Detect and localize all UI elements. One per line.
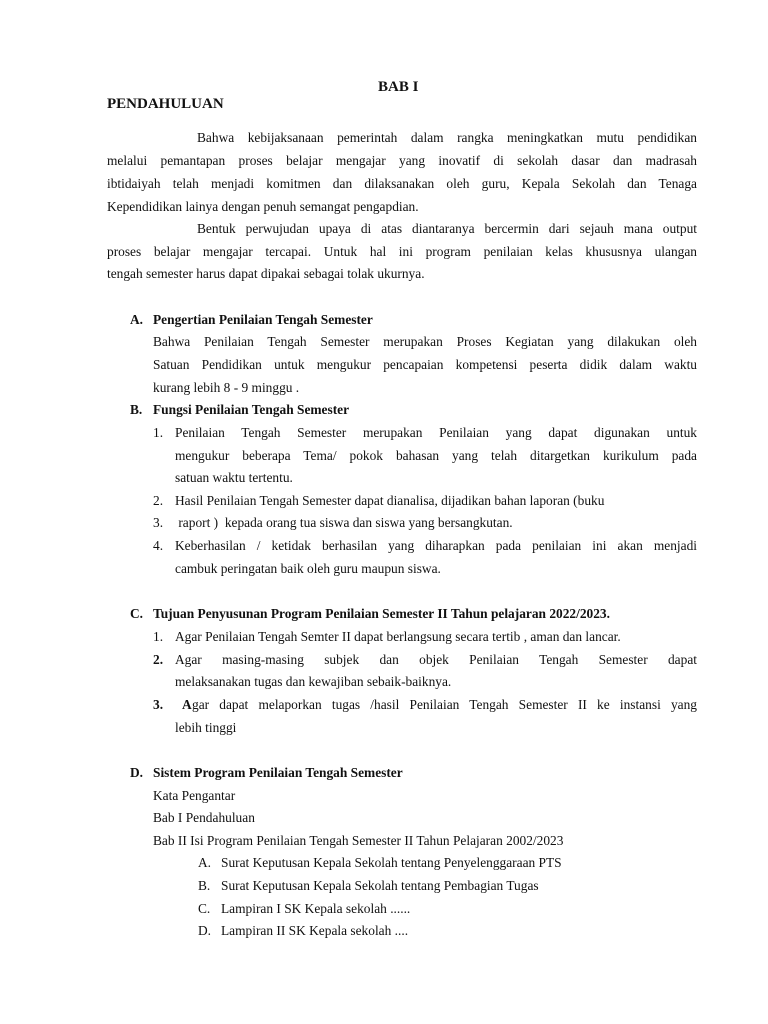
section-a-title: Pengertian Penilaian Tengah Semester bbox=[153, 312, 373, 327]
intro-p2-line: proses belajar mengajar tercapai. Untuk hal ini program penilaian kelas khususnya ulangan bbox=[107, 244, 697, 259]
section-c-item-first-letter: A bbox=[182, 697, 192, 712]
section-c-marker: C. bbox=[130, 606, 144, 621]
section-c-item-number: 1. bbox=[153, 629, 164, 644]
section-b-item-line: raport ) kepada orang tua siswa dan siswa yang bersangkutan. bbox=[175, 515, 513, 530]
intro-p2-line: Bentuk perwujudan upaya di atas diantaranya bercermin dari sejauh mana output bbox=[197, 221, 697, 236]
section-b-item-line: satuan waktu tertentu. bbox=[175, 470, 293, 485]
section-b-item-line: Penilaian Tengah Semester merupakan Penilaian yang dapat digunakan untuk bbox=[175, 425, 697, 440]
section-a-line: Bahwa Penilaian Tengah Semester merupakan Proses Kegiatan yang dilakukan oleh bbox=[153, 334, 697, 349]
intro-p1-line: Kependidikan lainya dengan penuh semangat pengapdian. bbox=[107, 199, 419, 214]
section-c-item-line: melaksanakan tugas dan kewajiban sebaik-baiknya. bbox=[175, 674, 452, 689]
section-d-sub-item: Lampiran I SK Kepala sekolah ...... bbox=[221, 901, 411, 916]
section-a-marker: A. bbox=[130, 312, 144, 327]
section-b-item-line: Hasil Penilaian Tengah Semester dapat dianalisa, dijadikan bahan laporan (buku bbox=[175, 493, 605, 508]
section-d-line: Bab I Pendahuluan bbox=[153, 810, 255, 825]
section-b-marker: B. bbox=[130, 402, 143, 417]
section-d-sub-marker: B. bbox=[198, 878, 211, 893]
section-c-item-number: 2. bbox=[153, 652, 164, 667]
intro-p2-line: tengah semester harus dapat dipakai sebagai tolak ukurnya. bbox=[107, 266, 425, 281]
section-d-sub-marker: D. bbox=[198, 923, 212, 938]
chapter-title: BAB I bbox=[378, 79, 419, 95]
intro-p1-line: Bahwa kebijaksanaan pemerintah dalam rangka meningkatkan mutu pendidikan bbox=[197, 130, 697, 145]
section-d-title: Sistem Program Penilaian Tengah Semester bbox=[153, 765, 403, 780]
section-a-line: kurang lebih 8 - 9 minggu . bbox=[153, 380, 300, 395]
section-d-sub-item: Surat Keputusan Kepala Sekolah tentang Penyelenggaraan PTS bbox=[221, 855, 562, 870]
section-b-item-line: Keberhasilan / ketidak berhasilan yang diharapkan pada penilaian ini akan menjadi bbox=[175, 538, 697, 553]
section-d-sub-item: Lampiran II SK Kepala sekolah .... bbox=[221, 923, 409, 938]
section-a-line: Satuan Pendidikan untuk mengukur pencapaian kompetensi peserta didik dalam waktu bbox=[153, 357, 697, 372]
section-d-line: Kata Pengantar bbox=[153, 788, 236, 803]
section-b-item-number: 1. bbox=[153, 425, 164, 440]
intro-p1-line: melalui pemantapan proses belajar mengajar yang inovatif di sekolah dasar dan madrasah bbox=[107, 153, 697, 168]
section-b-item-line: mengukur beberapa Tema/ pokok bahasan yang telah ditargetkan kurikulum pada bbox=[175, 448, 697, 463]
chapter-heading: PENDAHULUAN bbox=[107, 96, 224, 112]
intro-p1-line: ibtidaiyah telah menjadi komitmen dan dilaksanakan oleh guru, Kepala Sekolah dan Tenaga bbox=[107, 176, 697, 191]
section-c-item-line: lebih tinggi bbox=[175, 720, 237, 735]
section-b-title: Fungsi Penilaian Tengah Semester bbox=[153, 402, 350, 417]
section-d-sub-marker: C. bbox=[198, 901, 211, 916]
section-c-title: Tujuan Penyusunan Program Penilaian Semester II Tahun pelajaran 2022/2023. bbox=[153, 606, 610, 621]
section-c-item-line: gar dapat melaporkan tugas /hasil Penilaian Tengah Semester II ke instansi yang bbox=[192, 697, 697, 712]
section-b-item-line: cambuk peringatan baik oleh guru maupun siswa. bbox=[175, 561, 441, 576]
section-d-marker: D. bbox=[130, 765, 144, 780]
section-c-item-number: 3. bbox=[153, 697, 164, 712]
section-c-item-line: Agar Penilaian Tengah Semter II dapat berlangsung secara tertib , aman dan lancar. bbox=[175, 629, 621, 644]
section-b-item-number: 4. bbox=[153, 538, 164, 553]
section-c-item-line: Agar masing-masing subjek dan objek Penilaian Tengah Semester dapat bbox=[175, 652, 697, 667]
section-d-line: Bab II Isi Program Penilaian Tengah Semester II Tahun Pelajaran 2002/2023 bbox=[153, 833, 564, 848]
section-b-item-number: 2. bbox=[153, 493, 164, 508]
section-d-sub-item: Surat Keputusan Kepala Sekolah tentang Pembagian Tugas bbox=[221, 878, 539, 893]
section-b-item-number: 3. bbox=[153, 515, 164, 530]
section-d-sub-marker: A. bbox=[198, 855, 212, 870]
